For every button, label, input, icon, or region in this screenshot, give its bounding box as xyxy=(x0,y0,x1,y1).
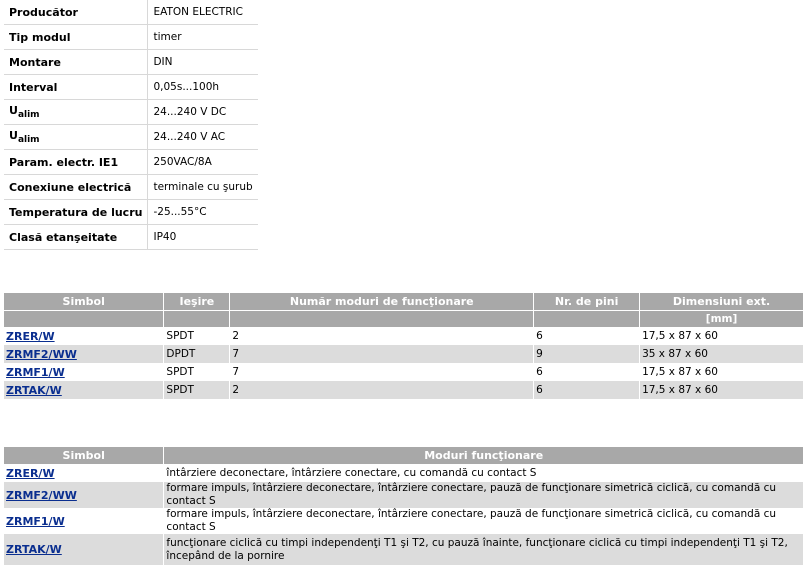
header-moduri-functionare: Moduri funcţionare xyxy=(164,447,804,464)
spec-row xyxy=(4,200,258,225)
spec-row xyxy=(4,50,258,75)
modes-cell: 2 xyxy=(230,381,534,399)
spec-row xyxy=(4,100,258,125)
output-cell: DPDT xyxy=(164,345,230,363)
symbol-link[interactable]: ZRMF1/W xyxy=(6,514,65,528)
modes-desc-cell: întârziere deconectare, întârziere conectare, cu comandă cu contact S xyxy=(164,464,804,482)
symbol-link[interactable]: ZRTAK/W xyxy=(6,383,62,397)
spec-label: Montare xyxy=(4,50,148,75)
modes-header-row xyxy=(4,447,804,464)
dims-cell: 17,5 x 87 x 60 xyxy=(640,363,804,381)
header-unit: [mm] xyxy=(640,311,804,328)
spec-value: timer xyxy=(148,25,258,50)
spec-row xyxy=(4,150,258,175)
models-subheader-row xyxy=(4,311,804,328)
symbol-cell xyxy=(4,482,164,508)
spec-value: 250VAC/8A xyxy=(148,150,258,175)
table-row xyxy=(4,345,804,363)
table-row xyxy=(4,482,804,508)
spec-value: 24...240 V DC xyxy=(148,100,258,125)
spec-row xyxy=(4,125,258,150)
header-iesire: Ieşire xyxy=(164,293,230,311)
pins-cell: 6 xyxy=(534,327,640,345)
table-row xyxy=(4,464,804,482)
symbol-cell xyxy=(4,363,164,381)
spec-row xyxy=(4,25,258,50)
spec-label: Tip modul xyxy=(4,25,148,50)
spec-label: Clasă etanşeitate xyxy=(4,225,148,250)
table-row xyxy=(4,327,804,345)
symbol-link[interactable]: ZRER/W xyxy=(6,466,55,480)
spec-row xyxy=(4,175,258,200)
spec-value: 0,05s...100h xyxy=(148,75,258,100)
spec-value: DIN xyxy=(148,50,258,75)
header-simbol: Simbol xyxy=(4,293,164,311)
dims-cell: 35 x 87 x 60 xyxy=(640,345,804,363)
models-header-row xyxy=(4,293,804,311)
spec-label: Producător xyxy=(4,0,148,25)
spec-label: Interval xyxy=(4,75,148,100)
header-dimensiuni: Dimensiuni ext. xyxy=(640,293,804,311)
spec-label: $U_{alim}$ xyxy=(4,100,148,125)
header-moduri: Număr moduri de funcţionare xyxy=(230,293,534,311)
header-simbol-2: Simbol xyxy=(4,447,164,464)
specs-table xyxy=(4,0,258,250)
pins-cell: 6 xyxy=(534,381,640,399)
spec-value: IP40 xyxy=(148,225,258,250)
modes-cell: 7 xyxy=(230,363,534,381)
spec-value: -25...55°C xyxy=(148,200,258,225)
symbol-cell xyxy=(4,345,164,363)
pins-cell: 6 xyxy=(534,363,640,381)
output-cell: SPDT xyxy=(164,363,230,381)
models-table xyxy=(4,293,804,399)
symbol-cell xyxy=(4,464,164,482)
symbol-link[interactable]: ZRMF2/WW xyxy=(6,488,77,502)
spec-value: 24...240 V AC xyxy=(148,125,258,150)
symbol-link[interactable]: ZRTAK/W xyxy=(6,543,62,556)
modes-cell: 2 xyxy=(230,327,534,345)
spec-label: Conexiune electrică xyxy=(4,175,148,200)
modes-cell: 7 xyxy=(230,345,534,363)
modes-desc-cell: funcţionare ciclică cu timpi independenţi T1 şi T2, cu pauză înainte, funcţionare ciclică cu timpi independenţi T1 şi T2, începând de la pornire xyxy=(164,534,804,565)
modes-table xyxy=(4,447,804,565)
spec-value: terminale cu şurub xyxy=(148,175,258,200)
spec-row xyxy=(4,0,258,25)
output-cell: SPDT xyxy=(164,381,230,399)
output-cell: SPDT xyxy=(164,327,230,345)
spec-row xyxy=(4,225,258,250)
spec-label: Temperatura de lucru xyxy=(4,200,148,225)
modes-desc-cell: formare impuls, întârziere deconectare, întârziere conectare, pauză de funcţionare simetrică ciclică, cu comandă cu contact S xyxy=(164,508,804,534)
symbol-link[interactable]: ZRER/W xyxy=(6,329,55,343)
spec-label: Param. electr. IE1 xyxy=(4,150,148,175)
spec-label: $U_{alim}$ xyxy=(4,125,148,150)
table-row xyxy=(4,381,804,399)
dims-cell: 17,5 x 87 x 60 xyxy=(640,327,804,345)
table-row xyxy=(4,508,804,534)
symbol-cell xyxy=(4,508,164,534)
pins-cell: 9 xyxy=(534,345,640,363)
symbol-cell xyxy=(4,534,164,565)
spec-row xyxy=(4,75,258,100)
symbol-link[interactable]: ZRMF1/W xyxy=(6,365,65,379)
modes-desc-cell: formare impuls, întârziere deconectare, întârziere conectare, pauză de funcţionare simetrică ciclică, cu comandă cu contact S xyxy=(164,482,804,508)
table-row xyxy=(4,363,804,381)
header-pini: Nr. de pini xyxy=(534,293,640,311)
symbol-cell xyxy=(4,381,164,399)
dims-cell: 17,5 x 87 x 60 xyxy=(640,381,804,399)
table-row xyxy=(4,534,804,565)
symbol-cell xyxy=(4,327,164,345)
symbol-link[interactable]: ZRMF2/WW xyxy=(6,347,77,361)
spec-value: EATON ELECTRIC xyxy=(148,0,258,25)
